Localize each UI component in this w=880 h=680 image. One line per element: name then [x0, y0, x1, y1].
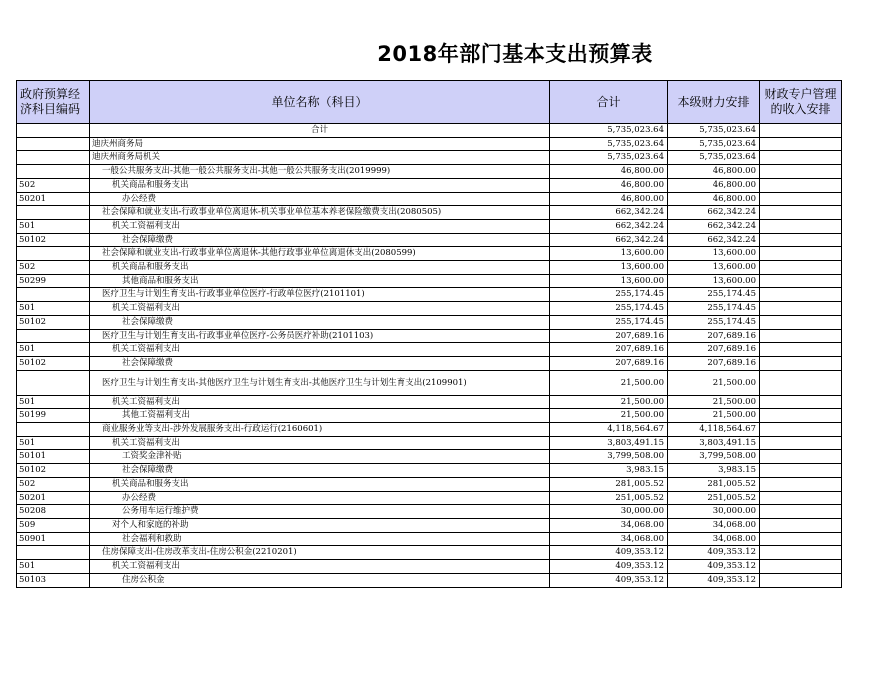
- row-total: 13,600.00: [550, 247, 668, 261]
- row-code: 50299: [17, 274, 90, 288]
- row-own-funds: 662,342.24: [668, 206, 760, 220]
- row-total: 662,342.24: [550, 219, 668, 233]
- row-code: [17, 288, 90, 302]
- row-code: [17, 124, 90, 138]
- row-own-funds: 21,500.00: [668, 370, 760, 395]
- row-name: 机关商品和服务支出: [90, 477, 550, 491]
- row-name: 办公经费: [90, 192, 550, 206]
- row-total: 13,600.00: [550, 274, 668, 288]
- row-own-funds: 255,174.45: [668, 315, 760, 329]
- row-special-account: [760, 206, 842, 220]
- row-own-funds: 13,600.00: [668, 261, 760, 275]
- row-name: 社会保障和就业支出-行政事业单位离退休-其他行政事业单位离退休支出(2080599): [90, 247, 550, 261]
- row-code: [17, 423, 90, 437]
- row-own-funds: 255,174.45: [668, 288, 760, 302]
- row-own-funds: 21,500.00: [668, 409, 760, 423]
- table-row: [17, 192, 842, 206]
- row-total: 281,005.52: [550, 477, 668, 491]
- row-special-account: [760, 247, 842, 261]
- row-total: 46,800.00: [550, 192, 668, 206]
- row-total: 409,353.12: [550, 573, 668, 587]
- table-row: [17, 560, 842, 574]
- row-code: [17, 329, 90, 343]
- row-code: 50201: [17, 192, 90, 206]
- row-name: 社会保障缴费: [90, 356, 550, 370]
- row-own-funds: 46,800.00: [668, 192, 760, 206]
- row-total: 5,735,023.64: [550, 137, 668, 151]
- row-own-funds: 281,005.52: [668, 477, 760, 491]
- row-own-funds: 5,735,023.64: [668, 137, 760, 151]
- row-special-account: [760, 178, 842, 192]
- row-name: 住房保障支出-住房改革支出-住房公积金(2210201): [90, 546, 550, 560]
- table-row: [17, 124, 842, 138]
- row-own-funds: 409,353.12: [668, 573, 760, 587]
- row-total: 21,500.00: [550, 409, 668, 423]
- row-own-funds: 5,735,023.64: [668, 124, 760, 138]
- row-name: 社会保障缴费: [90, 233, 550, 247]
- row-own-funds: 251,005.52: [668, 491, 760, 505]
- table-row: [17, 288, 842, 302]
- table-row: [17, 165, 842, 179]
- table-row: [17, 137, 842, 151]
- row-special-account: [760, 491, 842, 505]
- row-special-account: [760, 518, 842, 532]
- row-own-funds: 3,803,491.15: [668, 436, 760, 450]
- row-code: [17, 546, 90, 560]
- row-special-account: [760, 546, 842, 560]
- table-row: [17, 532, 842, 546]
- row-total: 409,353.12: [550, 560, 668, 574]
- header-total: 合计: [550, 81, 668, 124]
- row-special-account: [760, 302, 842, 316]
- table-row: [17, 274, 842, 288]
- row-special-account: [760, 165, 842, 179]
- row-name: 住房公积金: [90, 573, 550, 587]
- table-row: [17, 302, 842, 316]
- row-name: 机关商品和服务支出: [90, 261, 550, 275]
- row-total: 21,500.00: [550, 395, 668, 409]
- row-special-account: [760, 409, 842, 423]
- row-own-funds: 255,174.45: [668, 302, 760, 316]
- row-special-account: [760, 450, 842, 464]
- row-name: 机关工资福利支出: [90, 343, 550, 357]
- row-code: [17, 165, 90, 179]
- row-code: 501: [17, 436, 90, 450]
- row-code: 502: [17, 178, 90, 192]
- row-special-account: [760, 261, 842, 275]
- row-special-account: [760, 505, 842, 519]
- row-total: 207,689.16: [550, 356, 668, 370]
- row-special-account: [760, 356, 842, 370]
- row-own-funds: 21,500.00: [668, 395, 760, 409]
- table-row: [17, 247, 842, 261]
- row-name: 医疗卫生与计划生育支出-行政事业单位医疗-公务员医疗补助(2101103): [90, 329, 550, 343]
- row-special-account: [760, 370, 842, 395]
- row-code: [17, 206, 90, 220]
- row-own-funds: 13,600.00: [668, 274, 760, 288]
- row-name: 医疗卫生与计划生育支出-行政事业单位医疗-行政单位医疗(2101101): [90, 288, 550, 302]
- table-row: [17, 491, 842, 505]
- row-name: 机关工资福利支出: [90, 436, 550, 450]
- row-special-account: [760, 124, 842, 138]
- row-special-account: [760, 436, 842, 450]
- row-code: 50102: [17, 464, 90, 478]
- row-name: 机关工资福利支出: [90, 560, 550, 574]
- row-name: 机关工资福利支出: [90, 219, 550, 233]
- row-name: 其他工资福利支出: [90, 409, 550, 423]
- table-row: [17, 423, 842, 437]
- row-name: 机关商品和服务支出: [90, 178, 550, 192]
- table-row: [17, 464, 842, 478]
- row-own-funds: 409,353.12: [668, 560, 760, 574]
- row-total: 409,353.12: [550, 546, 668, 560]
- row-code: 501: [17, 302, 90, 316]
- row-name: 办公经费: [90, 491, 550, 505]
- row-total: 255,174.45: [550, 302, 668, 316]
- row-total: 255,174.45: [550, 288, 668, 302]
- row-own-funds: 409,353.12: [668, 546, 760, 560]
- table-row: [17, 261, 842, 275]
- row-name: 社会保障缴费: [90, 464, 550, 478]
- row-name: 医疗卫生与计划生育支出-其他医疗卫生与计划生育支出-其他医疗卫生与计划生育支出(2109901): [90, 370, 550, 395]
- row-code: [17, 137, 90, 151]
- row-name: 机关工资福利支出: [90, 302, 550, 316]
- page-title: 2018年部门基本支出预算表: [377, 42, 653, 66]
- row-special-account: [760, 532, 842, 546]
- row-total: 34,068.00: [550, 518, 668, 532]
- table-row: [17, 151, 842, 165]
- row-code: 502: [17, 261, 90, 275]
- row-total: 251,005.52: [550, 491, 668, 505]
- row-code: 509: [17, 518, 90, 532]
- row-code: 501: [17, 560, 90, 574]
- row-total: 46,800.00: [550, 165, 668, 179]
- table-row: [17, 409, 842, 423]
- table-row: [17, 219, 842, 233]
- row-special-account: [760, 477, 842, 491]
- row-total: 3,799,508.00: [550, 450, 668, 464]
- table-row: [17, 233, 842, 247]
- row-name: 合计: [90, 124, 550, 138]
- table-row: [17, 329, 842, 343]
- row-special-account: [760, 137, 842, 151]
- row-code: 502: [17, 477, 90, 491]
- header-name: 单位名称（科目）: [90, 81, 550, 124]
- row-total: 4,118,564.67: [550, 423, 668, 437]
- row-name: 工资奖金津补贴: [90, 450, 550, 464]
- row-own-funds: 30,000.00: [668, 505, 760, 519]
- row-code: 501: [17, 219, 90, 233]
- row-own-funds: 662,342.24: [668, 233, 760, 247]
- table-row: [17, 206, 842, 220]
- row-name: 机关工资福利支出: [90, 395, 550, 409]
- row-special-account: [760, 343, 842, 357]
- row-special-account: [760, 233, 842, 247]
- row-special-account: [760, 573, 842, 587]
- row-special-account: [760, 395, 842, 409]
- table-row: [17, 370, 842, 395]
- table-row: [17, 450, 842, 464]
- row-code: 50101: [17, 450, 90, 464]
- row-total: 13,600.00: [550, 261, 668, 275]
- row-code: 50103: [17, 573, 90, 587]
- budget-table: [16, 80, 842, 588]
- row-code: 50208: [17, 505, 90, 519]
- row-name: 其他商品和服务支出: [90, 274, 550, 288]
- row-total: 662,342.24: [550, 233, 668, 247]
- row-own-funds: 34,068.00: [668, 518, 760, 532]
- row-name: 一般公共服务支出-其他一般公共服务支出-其他一般公共服务支出(2019999): [90, 165, 550, 179]
- table-row: [17, 395, 842, 409]
- row-name: 社会保障和就业支出-行政事业单位离退休-机关事业单位基本养老保险缴费支出(2080505): [90, 206, 550, 220]
- row-code: 50201: [17, 491, 90, 505]
- row-code: 50199: [17, 409, 90, 423]
- row-code: 50102: [17, 233, 90, 247]
- table-row: [17, 546, 842, 560]
- row-own-funds: 46,800.00: [668, 165, 760, 179]
- header-special-account: 财政专户管理的收入安排: [760, 81, 842, 124]
- row-total: 34,068.00: [550, 532, 668, 546]
- row-name: 公务用车运行维护费: [90, 505, 550, 519]
- row-code: [17, 370, 90, 395]
- row-own-funds: 207,689.16: [668, 343, 760, 357]
- row-special-account: [760, 219, 842, 233]
- row-total: 21,500.00: [550, 370, 668, 395]
- table-row: [17, 518, 842, 532]
- row-code: 50102: [17, 315, 90, 329]
- row-total: 207,689.16: [550, 343, 668, 357]
- row-total: 662,342.24: [550, 206, 668, 220]
- row-name: 社会福利和救助: [90, 532, 550, 546]
- header-code: 政府预算经济科目编码: [17, 81, 90, 124]
- table-body: [17, 124, 842, 588]
- row-own-funds: 34,068.00: [668, 532, 760, 546]
- row-name: 商业服务业等支出-涉外发展服务支出-行政运行(2160601): [90, 423, 550, 437]
- table-row: [17, 573, 842, 587]
- row-total: 3,803,491.15: [550, 436, 668, 450]
- row-code: 501: [17, 395, 90, 409]
- row-special-account: [760, 423, 842, 437]
- row-own-funds: 3,799,508.00: [668, 450, 760, 464]
- row-own-funds: 46,800.00: [668, 178, 760, 192]
- header-row: [17, 81, 842, 124]
- row-name: 迪庆州商务局机关: [90, 151, 550, 165]
- table-row: [17, 436, 842, 450]
- row-code: [17, 151, 90, 165]
- row-special-account: [760, 329, 842, 343]
- row-total: 207,689.16: [550, 329, 668, 343]
- table-row: [17, 178, 842, 192]
- header-own-funds: 本级财力安排: [668, 81, 760, 124]
- row-total: 255,174.45: [550, 315, 668, 329]
- row-own-funds: 4,118,564.67: [668, 423, 760, 437]
- row-total: 30,000.00: [550, 505, 668, 519]
- row-code: 50901: [17, 532, 90, 546]
- row-own-funds: 5,735,023.64: [668, 151, 760, 165]
- table-row: [17, 356, 842, 370]
- row-special-account: [760, 464, 842, 478]
- table-row: [17, 343, 842, 357]
- row-own-funds: 13,600.00: [668, 247, 760, 261]
- row-own-funds: 3,983.15: [668, 464, 760, 478]
- row-code: [17, 247, 90, 261]
- row-code: 501: [17, 343, 90, 357]
- row-total: 5,735,023.64: [550, 151, 668, 165]
- row-total: 5,735,023.64: [550, 124, 668, 138]
- table-row: [17, 315, 842, 329]
- row-special-account: [760, 560, 842, 574]
- row-special-account: [760, 288, 842, 302]
- row-special-account: [760, 315, 842, 329]
- table-row: [17, 477, 842, 491]
- table-row: [17, 505, 842, 519]
- row-code: 50102: [17, 356, 90, 370]
- row-special-account: [760, 274, 842, 288]
- row-special-account: [760, 151, 842, 165]
- row-name: 对个人和家庭的补助: [90, 518, 550, 532]
- row-own-funds: 207,689.16: [668, 356, 760, 370]
- row-own-funds: 662,342.24: [668, 219, 760, 233]
- row-name: 迪庆州商务局: [90, 137, 550, 151]
- row-total: 3,983.15: [550, 464, 668, 478]
- row-special-account: [760, 192, 842, 206]
- row-name: 社会保障缴费: [90, 315, 550, 329]
- row-own-funds: 207,689.16: [668, 329, 760, 343]
- row-total: 46,800.00: [550, 178, 668, 192]
